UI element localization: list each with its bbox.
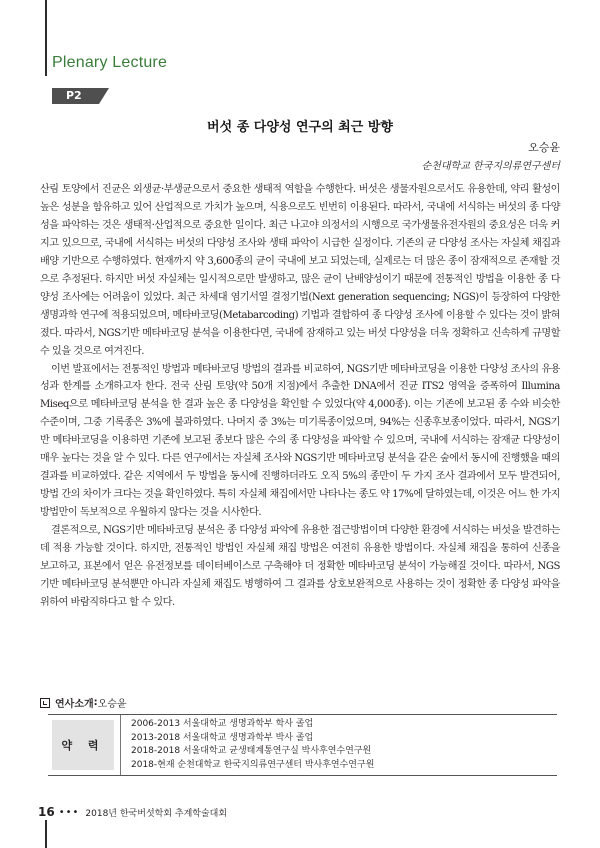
frame-line-top xyxy=(45,0,47,76)
biography-entry: 2013-2018 서울대학교 생명과학부 박사 졸업 xyxy=(131,732,314,743)
speaker-intro-name: 오승윤 xyxy=(97,699,127,710)
biography-entry: 2006-2013 서울대학교 생명과학부 학사 졸업 xyxy=(131,719,314,729)
abstract-body xyxy=(40,181,560,612)
section-title: Plenary Lecture xyxy=(52,54,168,71)
session-badge: P2 xyxy=(52,88,99,104)
speaker-affiliation: 순천대학교 한국지의류연구센터 xyxy=(421,161,560,172)
footer-dots: ••• xyxy=(58,806,80,818)
frame-line-bottom xyxy=(45,820,47,848)
abstract-paragraph: 산림 토양에서 진균은 외생균·부생균으로서 중요한 생태적 역할을 수행한다. 버섯은 생물자원으로서도 유용한데, 약리 활성이 높은 성분을 함유하고 있어 산업적으로 가치가 높으며, 식용으로도 빈번히 이용된다. 따라서, 국내에 서식하는 버섯의 종 다양성을 파악하는 것은 생태적·산업적으로 중요한 일이다. 최근 나고야 의정서의 시행으로 국가생물유전자원의 중요성은 더욱 커지고 있으므로, 국내에 서식하는 버섯의 다양성 조사와 생태 파악이 시급한 실정이다. 기존의 균 다양성 조사는 자실체 채집과 배양 기반으로 수행하였다. 현재까지 약 3,600종의 균이 국내에 보고 되었는데, 실제로는 더 많은 종이 잠재적으로 존재할 것으로 추정된다. 하지만 버섯 자실체는 일시적으로만 발생하고, 많은 균이 난배양성이기 때문에 전통적인 방법을 이용한 종 다양성 조사에는 어려움이 있었다. 최근 차세대 염기서열 결정기법(Next generation sequencing; NGS)이 등장하여 다양한 생명과학 연구에 적용되었으며, 메타바코딩(Metabarcoding) 기법과 결합하여 종 다양성 조사에 이용할 수 있다는 것이 밝혀졌다. 따라서, NGS기반 메타바코딩 분석을 이용한다면, 국내에 잠재하고 있는 버섯 다양성을 더욱 정확하고 신속하게 규명할 수 있을 것으로 여겨진다. xyxy=(40,184,560,357)
biography-entry: 2018-현재 순천대학교 한국지의류연구센터 박사후연수연구원 xyxy=(131,759,375,770)
speaker-intro-heading: 연사소개 : 오승윤 xyxy=(40,695,127,710)
page-number: 16 xyxy=(38,805,55,819)
abstract-paragraph: 결론적으로, NGS기반 메타바코딩 분석은 종 다양성 파악에 유용한 접근방법이며 다양한 환경에 서식하는 버섯을 발견하는데 적용 가능할 것이다. 하지만, 전통적인 방법인 자실체 채집 방법은 여전히 유용한 방법이다. 자실체 채집을 통하여 신종을 보고하고, 표본에서 얻은 유전정보를 데이터베이스로 구축해야 더 정확한 메타바코딩 분석이 가능해질 것이다. 따라서, NGS기반 메타바코딩 분석뿐만 아니라 자실체 채집도 병행하여 그 결과를 상호보완적으로 사용하는 것이 정확한 종 다양성 파악을 위하여 바람직하다고 할 수 있다. xyxy=(40,525,560,608)
footer-event: 2018년 한국버섯학회 추계학술대회 xyxy=(85,808,228,819)
arrow-box-icon xyxy=(40,698,50,708)
biography-list xyxy=(120,715,374,775)
biography-entry: 2018-2018 서울대학교 균생태계통연구실 박사후연수연구원 xyxy=(131,746,372,756)
page-footer xyxy=(38,805,227,819)
biography-box xyxy=(48,714,557,776)
abstract-paragraph: 이번 발표에서는 전통적인 방법과 메타바코딩 방법의 결과를 비교하여, NGS기반 메타바코딩을 이용한 다양성 조사의 유용성과 한계를 소개하고자 한다. 전국 산림 토양(약 50개 지점)에서 추출한 DNA에서 진균 ITS2 영역을 증폭하여 Illumina Miseq으로 메타바코딩 분석을 한 결과 높은 종 다양성을 확인할 수 있었다(약 4,000종). 이는 기존에 보고된 종 수와 비슷한 수준이며, 그중 기록종은 3%에 불과하였다. 나머지 중 3%는 미기록종이었으며, 94%는 신종후보종이었다. 따라서, NGS기반 메타바코딩을 이용하면 기존에 보고된 종보다 많은 수의 종 다양성을 파악할 수 있으며, 국내에 서식하는 잠재균 다양성이 매우 높다는 것을 알 수 있다. 다른 연구에서는 자실체 조사와 NGS기반 메타바코딩 분석을 같은 숲에서 동시에 진행했을 때의 결과를 비교하였다. 같은 지역에서 두 방법을 동시에 진행하더라도 오직 5%의 종만이 두 가지 조사 결과에서 모두 발견되어, 방법 간의 차이가 크다는 것을 확인하였다. 특히 자실체 채집에서만 나타나는 종도 약 17%에 달하였는데, 이것은 어느 한 가지 방법만이 독보적으로 우월하지 않다는 것을 시사한다. xyxy=(40,363,560,519)
lecture-title: 버섯 종 다양성 연구의 최근 방향 xyxy=(207,120,393,135)
speaker-intro-label: 연사소개 xyxy=(55,699,94,710)
biography-label: 약 력 xyxy=(52,720,114,770)
speaker-name: 오승윤 xyxy=(528,141,560,154)
